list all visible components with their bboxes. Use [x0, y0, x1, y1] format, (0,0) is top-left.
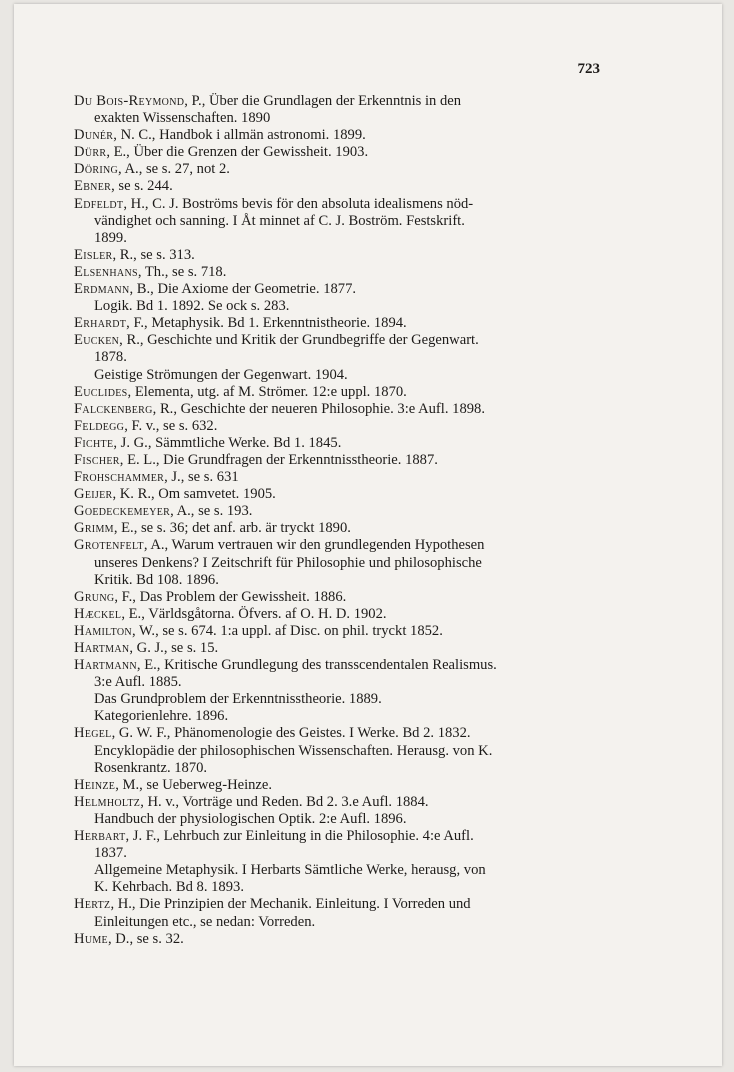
author-name: Geijer	[74, 486, 113, 503]
entry-continuation-line	[74, 674, 614, 691]
entry-text: Das Grundproblem der Erkenntnisstheorie. 1889.	[94, 691, 382, 708]
author-name: Hegel	[74, 725, 112, 742]
entry-continuation-line	[74, 555, 614, 572]
bibliography-entry	[74, 332, 614, 349]
entry-text: , J. G., Sämmtliche Werke. Bd 1. 1845.	[113, 434, 342, 451]
bibliography-entry	[74, 418, 614, 435]
author-name: Döring	[74, 161, 119, 178]
bibliography-entry	[74, 486, 614, 503]
entry-text: , B., Die Axiome der Geometrie. 1877.	[129, 281, 357, 298]
bibliography-entry	[74, 794, 614, 811]
entry-text: 1878.	[94, 349, 127, 366]
author-name: Eucken	[74, 332, 120, 349]
entry-text: , A., se s. 27, not 2.	[118, 161, 230, 178]
bibliography-entry	[74, 93, 614, 110]
entry-text: , A., Warum vertrauen wir den grundlegenden Hypothesen	[143, 537, 485, 554]
entry-continuation-line	[74, 691, 614, 708]
bibliography-entry	[74, 196, 614, 213]
author-name: Eisler	[74, 246, 113, 263]
entry-continuation-line	[74, 914, 614, 931]
entry-text: , N. C., Handbok i allmän astronomi. 1899.	[113, 127, 366, 144]
entry-continuation-line	[74, 862, 614, 879]
author-name: Hertz	[74, 896, 111, 913]
author-name: Dürr	[74, 144, 107, 161]
entry-text: , Th., se s. 718.	[137, 263, 227, 280]
entry-text: exakten Wissenschaften. 1890	[94, 110, 271, 127]
entry-text: , D., se s. 32.	[107, 930, 184, 947]
entry-text: , R., Geschichte und Kritik der Grundbegriffe der Gegenwart.	[119, 332, 479, 349]
author-name: Heinze	[74, 776, 116, 793]
entry-continuation-line	[74, 760, 614, 777]
entry-continuation-line	[74, 367, 614, 384]
author-name: Grotenfelt	[74, 537, 144, 554]
author-name: Fichte	[74, 434, 114, 451]
entry-continuation-line	[74, 213, 614, 230]
bibliography-entry	[74, 315, 614, 332]
entry-text: , G. J., se s. 15.	[129, 640, 219, 656]
bibliography-entry	[74, 520, 614, 537]
entry-text: , H. v., Vorträge und Reden. Bd 2. 3.e Aufl. 1884.	[140, 793, 429, 810]
entry-text: Rosenkrantz. 1870.	[94, 759, 208, 776]
entry-text: , H., C. J. Boströms bevis för den absoluta idealismens nöd-	[123, 195, 474, 212]
entry-text: , F. v., se s. 632.	[124, 417, 218, 434]
entry-text: , E., se s. 36; det anf. arb. är tryckt 1890.	[113, 520, 351, 537]
bibliography-entry	[74, 777, 614, 794]
entry-text: , H., Die Prinzipien der Mechanik. Einleitung. I Vorreden und	[110, 896, 471, 913]
author-name: Euclides	[74, 383, 128, 400]
entry-continuation-line	[74, 708, 614, 725]
entry-text: 1899.	[94, 229, 127, 246]
bibliography-entry	[74, 384, 614, 401]
author-name: Ebner	[74, 178, 112, 195]
bibliography-entry	[74, 503, 614, 520]
bibliography-entry	[74, 606, 614, 623]
author-name: Feldegg	[74, 417, 125, 434]
entry-text: K. Kehrbach. Bd 8. 1893.	[94, 879, 244, 896]
entry-text: unseres Denkens? I Zeitschrift für Philosophie und philosophische	[94, 554, 482, 571]
bibliography-entry	[74, 178, 614, 195]
entry-continuation-line	[74, 230, 614, 247]
entry-text: , E. L., Die Grundfragen der Erkenntnisstheorie. 1887.	[119, 451, 438, 468]
entry-text: vändighet och sanning. I Åt minnet af C. J. Boström. Festskrift.	[94, 212, 465, 229]
author-name: Erhardt	[74, 315, 127, 332]
bibliography-entry	[74, 828, 614, 845]
bibliography-entry	[74, 435, 614, 452]
entry-text: , Elementa, utg. af M. Strömer. 12:e uppl. 1870.	[127, 383, 407, 400]
author-name: Hartmann	[74, 657, 137, 674]
author-name: Grimm	[74, 520, 114, 537]
author-name: Edfeldt	[74, 195, 124, 212]
entry-continuation-line	[74, 110, 614, 127]
author-name: Fischer	[74, 451, 120, 468]
bibliography-entry	[74, 161, 614, 178]
book-page	[14, 4, 722, 1066]
entry-text: , E., Kritische Grundlegung des transscendentalen Realismus.	[136, 657, 497, 674]
entry-continuation-line	[74, 811, 614, 828]
page-number: 723	[577, 61, 600, 77]
entry-text: , E., Världsgåtorna. Öfvers. af O. H. D. 1902.	[121, 605, 387, 622]
bibliography-entry	[74, 589, 614, 606]
bibliography-entry	[74, 725, 614, 742]
entry-text: 3:e Aufl. 1885.	[94, 674, 182, 691]
entry-text: , F., Metaphysik. Bd 1. Erkenntnistheorie. 1894.	[126, 315, 407, 332]
entry-text: , G. W. F., Phänomenologie des Geistes. I Werke. Bd 2. 1832.	[111, 725, 471, 742]
author-name: Falckenberg	[74, 400, 153, 417]
entry-text: , F., Das Problem der Gewissheit. 1886.	[114, 588, 347, 605]
author-name: Erdmann	[74, 281, 130, 298]
author-name: Hume	[74, 930, 108, 947]
entry-text: Handbuch der physiologischen Optik. 2:e Aufl. 1896.	[94, 810, 407, 827]
entry-continuation-line	[74, 349, 614, 366]
author-name: Herbart	[74, 828, 126, 845]
entry-continuation-line	[74, 879, 614, 896]
entry-text: Encyklopädie der philosophischen Wissenschaften. Herausg. von K.	[94, 742, 493, 759]
author-name: Du Bois-Reymond	[74, 93, 185, 109]
entry-text: Kategorienlehre. 1896.	[94, 708, 229, 725]
bibliography-entry	[74, 640, 614, 657]
entry-text: , J. F., Lehrbuch zur Einleitung in die Philosophie. 4:e Aufl.	[125, 828, 474, 845]
bibliography-entry	[74, 247, 614, 264]
entry-text: Logik. Bd 1. 1892. Se ock s. 283.	[94, 298, 290, 315]
entry-text: , se s. 244.	[111, 178, 173, 195]
bibliography-entry	[74, 623, 614, 640]
author-name: Hamilton	[74, 622, 132, 639]
entry-text: , P., Über die Grundlagen der Erkenntnis in den	[184, 93, 462, 109]
entry-text: , R., Geschichte der neueren Philosophie. 3:e Aufl. 1898.	[152, 400, 485, 417]
entry-continuation-line	[74, 743, 614, 760]
entry-text: Allgemeine Metaphysik. I Herbarts Sämtliche Werke, herausg, von	[94, 862, 486, 879]
bibliography-entry	[74, 401, 614, 418]
author-name: Hæckel	[74, 605, 122, 622]
entry-continuation-line	[74, 298, 614, 315]
bibliography-entry	[74, 657, 614, 674]
bibliography-entry	[74, 452, 614, 469]
entry-continuation-line	[74, 572, 614, 589]
bibliography-entry	[74, 537, 614, 554]
bibliography-entry	[74, 127, 614, 144]
author-name: Grung	[74, 588, 115, 605]
bibliography-entry	[74, 264, 614, 281]
entry-text: , A., se s. 193.	[170, 503, 253, 520]
entry-text: 1837.	[94, 845, 127, 862]
author-name: Frohschammer	[74, 469, 165, 486]
bibliography-entry	[74, 281, 614, 298]
bibliography-entry	[74, 896, 614, 913]
entry-text: , W., se s. 674. 1:a uppl. af Disc. on phil. tryckt 1852.	[131, 622, 443, 639]
author-name: Hartman	[74, 640, 130, 656]
entry-text: , M., se Ueberweg-Heinze.	[115, 776, 273, 793]
bibliography-entry	[74, 931, 614, 948]
author-name: Dunér	[74, 127, 114, 144]
bibliography-entry	[74, 469, 614, 486]
entry-text: , J., se s. 631	[164, 469, 239, 486]
author-name: Goedeckemeyer	[74, 503, 171, 520]
bibliography-entry	[74, 144, 614, 161]
entry-text: Geistige Strömungen der Gegenwart. 1904.	[94, 366, 348, 383]
entry-continuation-line	[74, 845, 614, 862]
bibliography-list	[74, 93, 614, 948]
entry-text: Kritik. Bd 108. 1896.	[94, 571, 219, 588]
entry-text: , K. R., Om samvetet. 1905.	[112, 486, 276, 503]
entry-text: Einleitungen etc., se nedan: Vorreden.	[94, 913, 316, 930]
entry-text: , E., Über die Grenzen der Gewissheit. 1903.	[106, 144, 369, 161]
entry-text: , R., se s. 313.	[112, 246, 195, 263]
author-name: Helmholtz	[74, 793, 141, 810]
author-name: Elsenhans	[74, 263, 138, 280]
